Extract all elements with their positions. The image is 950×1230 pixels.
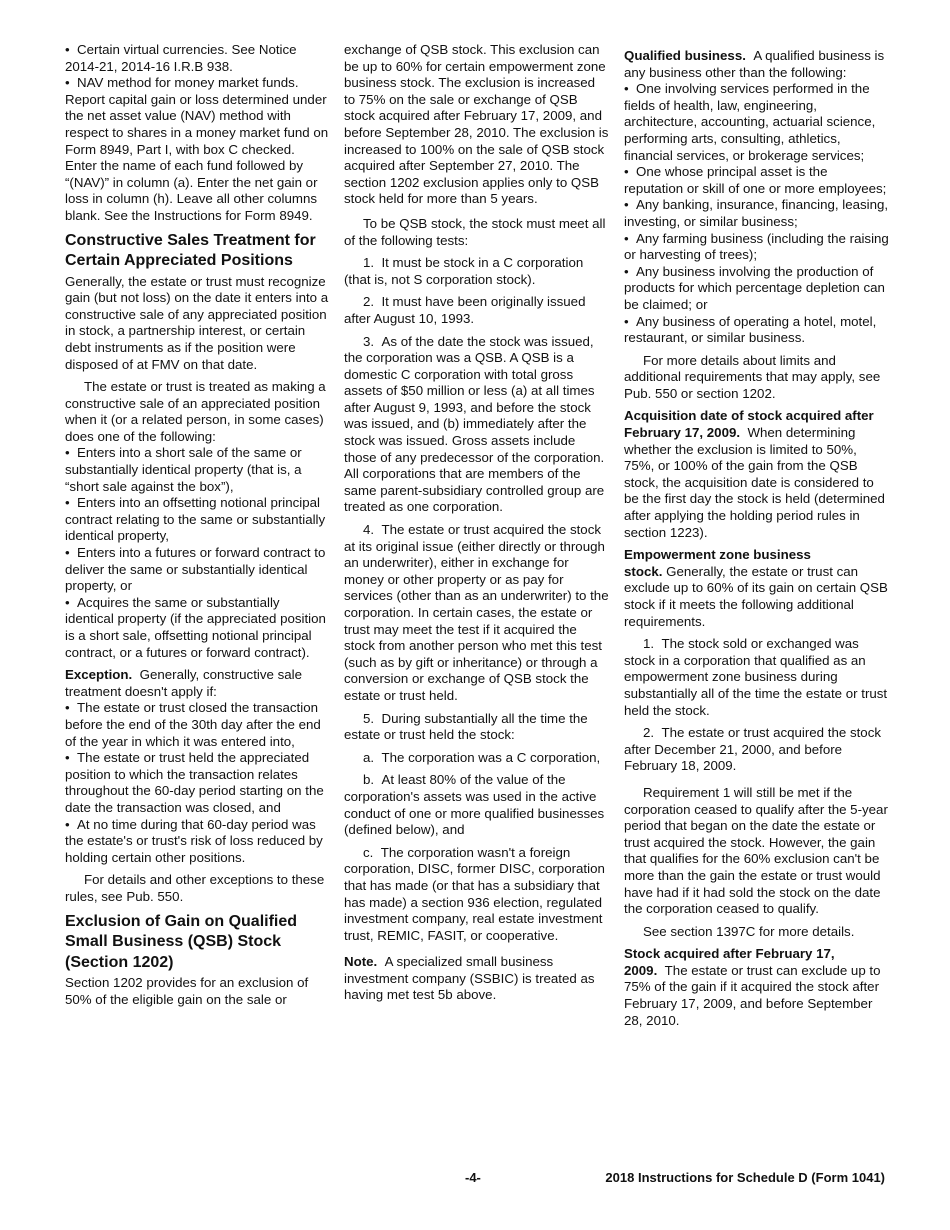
paragraph-other-exceptions: For details and other exceptions to these rules, see Pub. 550.	[65, 872, 325, 904]
heading-qsb-exclusion: Exclusion of Gain on Qualified Small Business (QSB) Stock (Section 1202)	[65, 912, 298, 971]
test-2: 2. It must have been originally issued after August 10, 1993.	[344, 294, 586, 326]
form-title: 2018 Instructions for Schedule D (Form 1041)	[605, 1170, 885, 1185]
exception-lead: Exception.	[65, 667, 133, 683]
note-lead: Note.	[344, 954, 378, 970]
test-5a: a. The corporation was a C corporation,	[363, 749, 601, 765]
bullet-farming: • Any farming business (including the raising or harvesting of trees);	[624, 231, 889, 264]
paragraph-qsb-exchange: exchange of QSB stock. This exclusion can be up to 60% for certain empowerment zone business stock. The exclusion is increased to 75% on the sale or exchange of QSB stock acquired after February 17, 2009, and before September 28, 2010. The exclusion is increased to 100% on the sale of QSB stock acquired after September 27, 2010. The section 1202 exclusion applies only to QSB stock held for more than 5 years.	[344, 42, 609, 207]
paragraph-constructive-intro: Generally, the estate or trust must recognize gain (but not loss) on the date it enters into a constructive sale of any appreciated position in stock, a partnership interest, or certain debt instruments as if the position were disposed of at FMV on that date.	[65, 273, 329, 372]
acquisition-date-text: When determining whether the exclusion is limited to 50%, 75%, or 100% of the gain from the QSB stock, the acquisition date is considered to be the first day the stock is held (determined after applying the holding period rules in section 1223).	[624, 425, 885, 540]
bullet-risk-of-loss: • At no time during that 60-day period was the estate's or trust's risk of loss reduced by holding certain other positions.	[65, 817, 330, 867]
bullet-notional-contract: • Enters into an offsetting notional principal contract relating to the same or substantially identical property,	[65, 495, 330, 545]
requirement-1: 1. The stock sold or exchanged was stock in a corporation that qualified as an empowerment zone business during substantially all of the time the estate or trust held the stock.	[624, 636, 888, 718]
empowerment-zone-lead: Empowerment zone business stock.	[624, 547, 811, 579]
acquisition-date-lead: Acquisition date of stock acquired after February 17, 2009.	[624, 408, 874, 441]
bullet-nav-method: • NAV method for money market funds. Report capital gain or loss determined under the net asset value (NAV) method with respect to shares in a money market fund on Form 8949, Part I, with box C checked. Enter the name of each fund followed by “(NAV)” in column (a). Enter the net gain or loss in column (h). Leave all other columns blank. See the Instructions for Form 8949.	[65, 75, 330, 224]
note-text: A specialized small business investment company (SSBIC) is treated as having met test 5b above.	[344, 954, 595, 1003]
paragraph-qsb-tests-intro: To be QSB stock, the stock must meet all of the following tests:	[344, 215, 606, 248]
test-1: 1. It must be stock in a C corporation (that is, not S corporation stock).	[344, 255, 584, 287]
exception-paragraph	[65, 667, 330, 700]
page-number: -4-	[465, 1170, 481, 1185]
stock-acquired-text: The estate or trust can exclude up to 75% of the gain if it acquired the stock after February 17, 2009, and before September 28, 2010.	[624, 962, 881, 1028]
bullet-futures-contract: • Enters into a futures or forward contract to deliver the same or substantially identical property, or	[65, 545, 330, 595]
test-4: 4. The estate or trust acquired the stock at its original issue (either directly or through an underwriter), either in exchange for money or other property or as pay for services (other than as an underwriter) to the corporation. In certain cases, the estate or trust may meet the test if it acquired the stock from another person who met this test (such as by gift or inheritance) or through a conversion or exchange of QSB stock the estate or trust held.	[344, 522, 609, 703]
note-paragraph	[344, 954, 609, 1004]
bullet-held-position: • The estate or trust held the appreciated position to which the transaction relates throughout the 60-day period starting on the date the transaction was closed, and	[65, 750, 330, 816]
acquisition-date-paragraph	[624, 408, 889, 541]
qualified-business-paragraph	[624, 48, 889, 81]
bullet-principal-asset: • One whose principal asset is the reputation or skill of one or more employees;	[624, 164, 889, 197]
test-3: 3. As of the date the stock was issued, the corporation was a QSB. A QSB is a domestic C corporation with total gross assets of $50 million or less (a) at all times after August 9, 1993, and before the stock was issued, and (b) immediately after the stock was issued. Gross assets include those of any predecessor of the corporation. All corporations that are members of the same parent-subsidiary controlled group are treated as one corporation.	[344, 333, 605, 515]
bullet-virtual-currencies: • Certain virtual currencies. See Notice 2014-21, 2014-16 I.R.B 938.	[65, 42, 330, 75]
paragraph-section-1397c: See section 1397C for more details.	[643, 923, 855, 939]
bullet-acquires-property: • Acquires the same or substantially identical property (if the appreciated position is a short sale, offsetting notional principal contract, or a futures or forward contract).	[65, 595, 330, 661]
stock-acquired-paragraph	[624, 946, 889, 1029]
test-5b: b. At least 80% of the value of the corporation's assets was used in the active conduct of one or more qualified businesses (defined below), and	[344, 772, 605, 838]
bullet-banking: • Any banking, insurance, financing, leasing, investing, or similar business;	[624, 197, 889, 230]
column-right	[624, 48, 889, 1035]
stock-acquired-lead: Stock acquired after February 17, 2009.	[624, 946, 835, 978]
qualified-business-lead: Qualified business.	[624, 48, 746, 63]
heading-constructive-sales: Constructive Sales Treatment for Certain Appreciated Positions	[65, 231, 316, 270]
qualified-business-text: A qualified business is any business other than the following:	[624, 48, 885, 80]
paragraph-requirement-1-note: Requirement 1 will still be met if the corporation ceased to qualify after the 5-year period that began on the date the estate or trust acquired the stock. However, the gain that qualifies for the 60% exclusion can't be more than the gain the estate or trust would have had if it had sold the stock on the date the corporation ceased to qualify.	[624, 784, 888, 917]
paragraph-constructive-treated: The estate or trust is treated as making a constructive sale of an appreciated position when it (or a related person, in some cases) does one of the following:	[65, 379, 326, 444]
bullet-short-sale: • Enters into a short sale of the same or substantially identical property (that is, a “short sale against the box”),	[65, 445, 330, 495]
column-left	[65, 42, 330, 1014]
bullet-production: • Any business involving the production of products for which percentage depletion can be claimed; or	[624, 264, 889, 314]
empowerment-zone-text: Generally, the estate or trust can exclude up to 60% of its gain on certain QSB stock if it meets the following additional requirements.	[624, 563, 888, 629]
bullet-services: • One involving services performed in the fields of health, law, engineering, architecture, accounting, actuarial science, performing arts, consulting, athletics, financial services, or brokerage services;	[624, 81, 889, 164]
bullet-hotel: • Any business of operating a hotel, motel, restaurant, or similar business.	[624, 314, 889, 347]
column-middle	[344, 42, 609, 1010]
exception-text: Generally, constructive sale treatment doesn't apply if:	[65, 667, 302, 699]
paragraph-section-1202: Section 1202 provides for an exclusion of 50% of the eligible gain on the sale or	[65, 975, 309, 1007]
bullet-closed-transaction: • The estate or trust closed the transaction before the end of the 30th day after the end of the year in which it was entered into,	[65, 700, 330, 750]
paragraph-more-details: For more details about limits and additional requirements that may apply, see Pub. 550 or section 1202.	[624, 352, 881, 401]
empowerment-zone-paragraph	[624, 547, 889, 630]
test-5c: c. The corporation wasn't a foreign corporation, DISC, former DISC, corporation that has made (or that has a subsidiary that has made) a section 936 election, regulated investment company, real estate investment trust, REMIC, FASIT, or cooperative.	[344, 844, 605, 943]
test-5: 5. During substantially all the time the estate or trust held the stock:	[344, 710, 588, 743]
requirement-2: 2. The estate or trust acquired the stock after December 21, 2000, and before February 18, 2009.	[624, 725, 881, 774]
